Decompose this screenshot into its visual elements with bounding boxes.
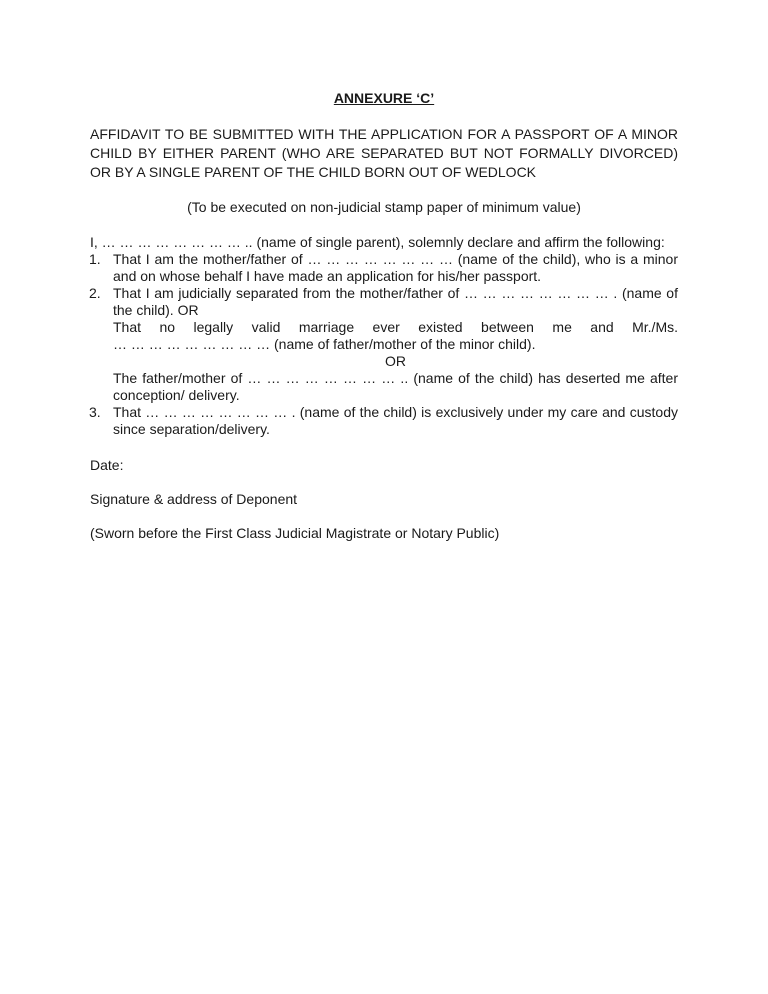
item-number: 3.	[89, 404, 101, 420]
signature-label: Signature & address of Deponent	[90, 491, 298, 507]
annexure-title: ANNEXURE ‘C’	[333, 90, 435, 106]
sworn-note: (Sworn before the First Class Judicial Magistrate or Notary Public)	[90, 525, 500, 541]
alternative-marriage-line: That no legally valid marriage ever existed between me and Mr./Ms.	[113, 319, 678, 335]
affidavit-heading: AFFIDAVIT TO BE SUBMITTED WITH THE APPLICATION FOR A PASSPORT OF A MINOR CHILD BY EITHER PARENT (WHO ARE SEPARATED BUT NOT FORMALLY DIVORCED) OR BY A SINGLE PARENT OF THE CHILD BORN OUT OF WEDLOCK	[90, 126, 678, 180]
or-separator: OR	[385, 353, 406, 369]
alternative-desertion: The father/mother of … … … … … … … … .. (name of the child) has deserted me after conception/ delivery.	[113, 370, 678, 403]
item-number: 1.	[89, 251, 101, 267]
declaration-line: I, … … … … … … … … .. (name of single parent), solemnly declare and affirm the following:	[90, 234, 665, 250]
item-text: That … … … … … … … … . (name of the child) is exclusively under my care and custody since separation/delivery.	[113, 404, 678, 437]
affidavit-content	[90, 89, 678, 542]
item-text: That I am the mother/father of … … … … … … … … (name of the child), who is a minor and on whose behalf I have made an application for his/her passport.	[113, 251, 678, 284]
item-number: 2.	[89, 285, 101, 301]
list-item	[90, 251, 678, 285]
date-label: Date:	[90, 457, 124, 473]
item-text: That I am judicially separated from the mother/father of … … … … … … … … . (name of the child). OR	[113, 285, 678, 318]
stamp-paper-note: (To be executed on non-judicial stamp paper of minimum value)	[187, 199, 581, 215]
list-item	[90, 404, 678, 438]
alternative-marriage-line-2: … … … … … … … … … (name of father/mother of the minor child).	[113, 336, 536, 352]
list-item	[90, 285, 678, 319]
